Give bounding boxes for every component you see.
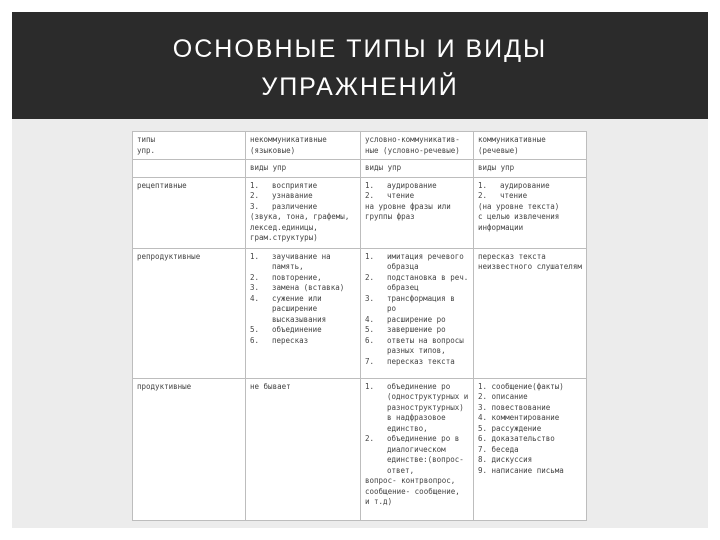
slide-title-line-2: УПРАЖНЕНИЙ	[261, 73, 459, 101]
subheader-row	[133, 160, 587, 178]
note-line: грам.структуры)	[250, 233, 318, 242]
numbered-list	[365, 382, 469, 477]
list-item: 1. объединение ро (одноструктурных и разноструктурных) в надфразовое единство,	[365, 381, 469, 433]
list-item: 3. различение	[250, 201, 318, 211]
list-item: 1. аудирование	[365, 180, 437, 190]
list-item: 4. комментирование	[478, 413, 560, 422]
receptive-conditional-cell	[361, 177, 474, 248]
list-item: 2. узнавание	[250, 191, 313, 200]
header-types-cell	[133, 132, 246, 160]
header-line: коммуникативные	[478, 135, 546, 144]
numbered-list	[365, 252, 469, 368]
numbered-list	[478, 181, 582, 202]
exercise-types-table	[132, 131, 587, 521]
list-item: 1. сообщение(факты)	[478, 381, 564, 391]
note-line: вопрос- контрвопрос,	[365, 476, 456, 485]
list-item: 5. рассуждение	[478, 423, 542, 433]
list-item: 3. трансформация в ро	[365, 293, 455, 313]
header-row	[133, 132, 587, 160]
list-item: 2. повторение,	[250, 272, 322, 282]
list-item: 1. восприятие	[250, 180, 318, 190]
list-item: 2. чтение	[478, 191, 528, 200]
note-line: с целью извлечения	[478, 212, 560, 221]
list-item: 9. написание письма	[478, 465, 564, 475]
reproductive-row	[133, 248, 587, 378]
list-item: 4. сужение или расширение высказывания	[250, 293, 327, 324]
productive-communicative-cell	[474, 378, 587, 521]
header-communicative-cell	[474, 132, 587, 160]
productive-conditional-cell	[361, 378, 474, 521]
note-line: и т.д)	[365, 497, 393, 506]
type-cell-reproductive: репродуктивные	[133, 248, 246, 378]
type-cell-receptive: рецептивные	[133, 177, 246, 248]
list-item: 1. заучивание на память,	[250, 251, 331, 271]
reproductive-noncommunicative-cell	[246, 248, 361, 378]
list-item: 2. чтение	[365, 191, 415, 200]
reproductive-communicative-cell	[474, 248, 587, 378]
note-line: (звука, тона, графемы,	[250, 212, 350, 221]
list-item: 5. завершение ро	[365, 325, 446, 334]
list-item: 7. беседа	[478, 444, 519, 454]
slide-title-line-1: ОСНОВНЫЕ ТИПЫ И ВИДЫ	[172, 35, 548, 63]
list-item: 5. объединение	[250, 325, 322, 334]
list-item: 4. расширение ро	[365, 314, 446, 324]
numbered-list	[365, 181, 469, 202]
note-line: неизвестного слушателям	[478, 262, 582, 271]
header-conditional-communicative-cell	[361, 132, 474, 160]
list-item: 6. ответы на вопросы разных типов,	[365, 335, 464, 355]
list-item: 2. объединение ро в диалогическом единстве:(вопрос- ответ,	[365, 434, 464, 475]
slide-title	[12, 30, 708, 106]
subheader-cell: виды упр	[474, 160, 587, 178]
list-item: 3. замена (вставка)	[250, 283, 345, 292]
receptive-noncommunicative-cell	[246, 177, 361, 248]
productive-row	[133, 378, 587, 521]
list-item: 1. имитация речевого образца	[365, 251, 464, 271]
subheader-cell: виды упр	[361, 160, 474, 178]
note-line: группы фраз	[365, 212, 415, 221]
note-line: лексед.единицы,	[250, 222, 318, 232]
subheader-empty-cell	[133, 160, 246, 178]
header-noncommunicative-cell	[246, 132, 361, 160]
header-line: ные (условно-речевые)	[365, 145, 460, 155]
note-line: информации	[478, 222, 524, 232]
note-line: сообщение- сообщение,	[365, 486, 460, 496]
numbered-list	[250, 181, 356, 213]
subheader-cell: виды упр	[246, 160, 361, 178]
header-line: (речевые)	[478, 145, 519, 155]
list-item: 8. дискуссия	[478, 455, 533, 464]
list-item: 6. пересказ	[250, 335, 309, 345]
numbered-list	[250, 252, 356, 347]
list-item: 3. повествование	[478, 402, 551, 412]
list-item: 1. аудирование	[478, 180, 550, 190]
list-item: 2. описание	[478, 392, 528, 401]
type-cell-productive: продуктивные	[133, 378, 246, 521]
types-label-line: типы	[137, 135, 156, 144]
list-item: 2. подстановка в реч. образец	[365, 272, 469, 292]
productive-noncommunicative-cell: не бывает	[246, 378, 361, 521]
note-line: на уровне фразы или	[365, 201, 451, 211]
types-label-line: упр.	[137, 145, 156, 155]
header-line: (языковые)	[250, 145, 296, 155]
header-line: некоммуникативные	[250, 135, 327, 144]
list-item: 7. пересказ текста	[365, 356, 455, 366]
note-line: (на уровне текста)	[478, 201, 560, 211]
note-line: пересказ текста	[478, 251, 546, 261]
list-item: 6. доказательство	[478, 434, 555, 443]
header-line: условно-коммуникатив-	[365, 135, 460, 144]
receptive-row	[133, 177, 587, 248]
receptive-communicative-cell	[474, 177, 587, 248]
reproductive-conditional-cell	[361, 248, 474, 378]
